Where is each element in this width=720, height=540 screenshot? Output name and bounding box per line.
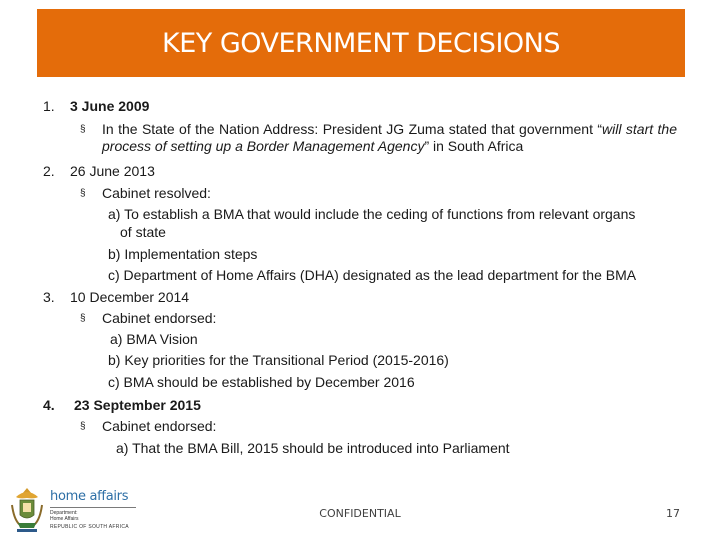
item-heading: 23 September 2015 — [74, 397, 201, 413]
logo-title: home affairs — [50, 489, 129, 504]
sub-item: c) BMA should be established by December 2016 — [108, 374, 415, 390]
logo-divider — [50, 507, 136, 508]
item-number: 4. — [43, 397, 55, 413]
item-lead: Cabinet endorsed: — [102, 418, 217, 434]
bullet-icon: § — [80, 313, 86, 324]
bullet-icon: § — [80, 124, 86, 135]
sub-item: a) That the BMA Bill, 2015 should be introduced into Parliament — [116, 440, 510, 456]
bullet-icon: § — [80, 188, 86, 199]
sub-item: c) Department of Home Affairs (DHA) designated as the lead department for the BMA — [108, 267, 637, 283]
sub-item: a) BMA Vision — [110, 331, 198, 347]
item-number: 1. — [43, 98, 55, 114]
confidential-label: CONFIDENTIAL — [319, 507, 401, 520]
logo-department-name: Home Affairs — [50, 516, 79, 522]
sub-item: b) Key priorities for the Transitional Period (2015-2016) — [108, 352, 449, 368]
item-text: In the State of the Nation Address: President JG Zuma stated that government “will start the process of setting up a Border Management Agency” in South Africa — [102, 121, 677, 154]
sub-item: a) To establish a BMA that would include the ceding of functions from relevant organs — [108, 206, 636, 222]
slide-title: KEY GOVERNMENT DECISIONS — [161, 27, 560, 59]
page-number: 17 — [666, 507, 680, 520]
item-heading: 10 December 2014 — [70, 289, 190, 305]
item-number: 2. — [43, 163, 55, 179]
coat-of-arms-icon — [8, 485, 46, 535]
sub-item: b) Implementation steps — [108, 246, 258, 262]
item-number: 3. — [43, 289, 55, 305]
item-lead: Cabinet endorsed: — [102, 310, 217, 326]
logo-department: Department: — [50, 510, 78, 516]
quote-text: will start the process of setting up a Border Management Agency — [102, 121, 677, 154]
item-heading: 26 June 2013 — [70, 163, 155, 179]
bullet-icon: § — [80, 421, 86, 432]
logo-country: REPUBLIC OF SOUTH AFRICA — [50, 524, 129, 530]
item-lead: Cabinet resolved: — [102, 185, 211, 201]
item-heading: 3 June 2009 — [70, 98, 150, 114]
home-affairs-logo — [8, 485, 138, 535]
sub-item: of state — [120, 224, 166, 240]
